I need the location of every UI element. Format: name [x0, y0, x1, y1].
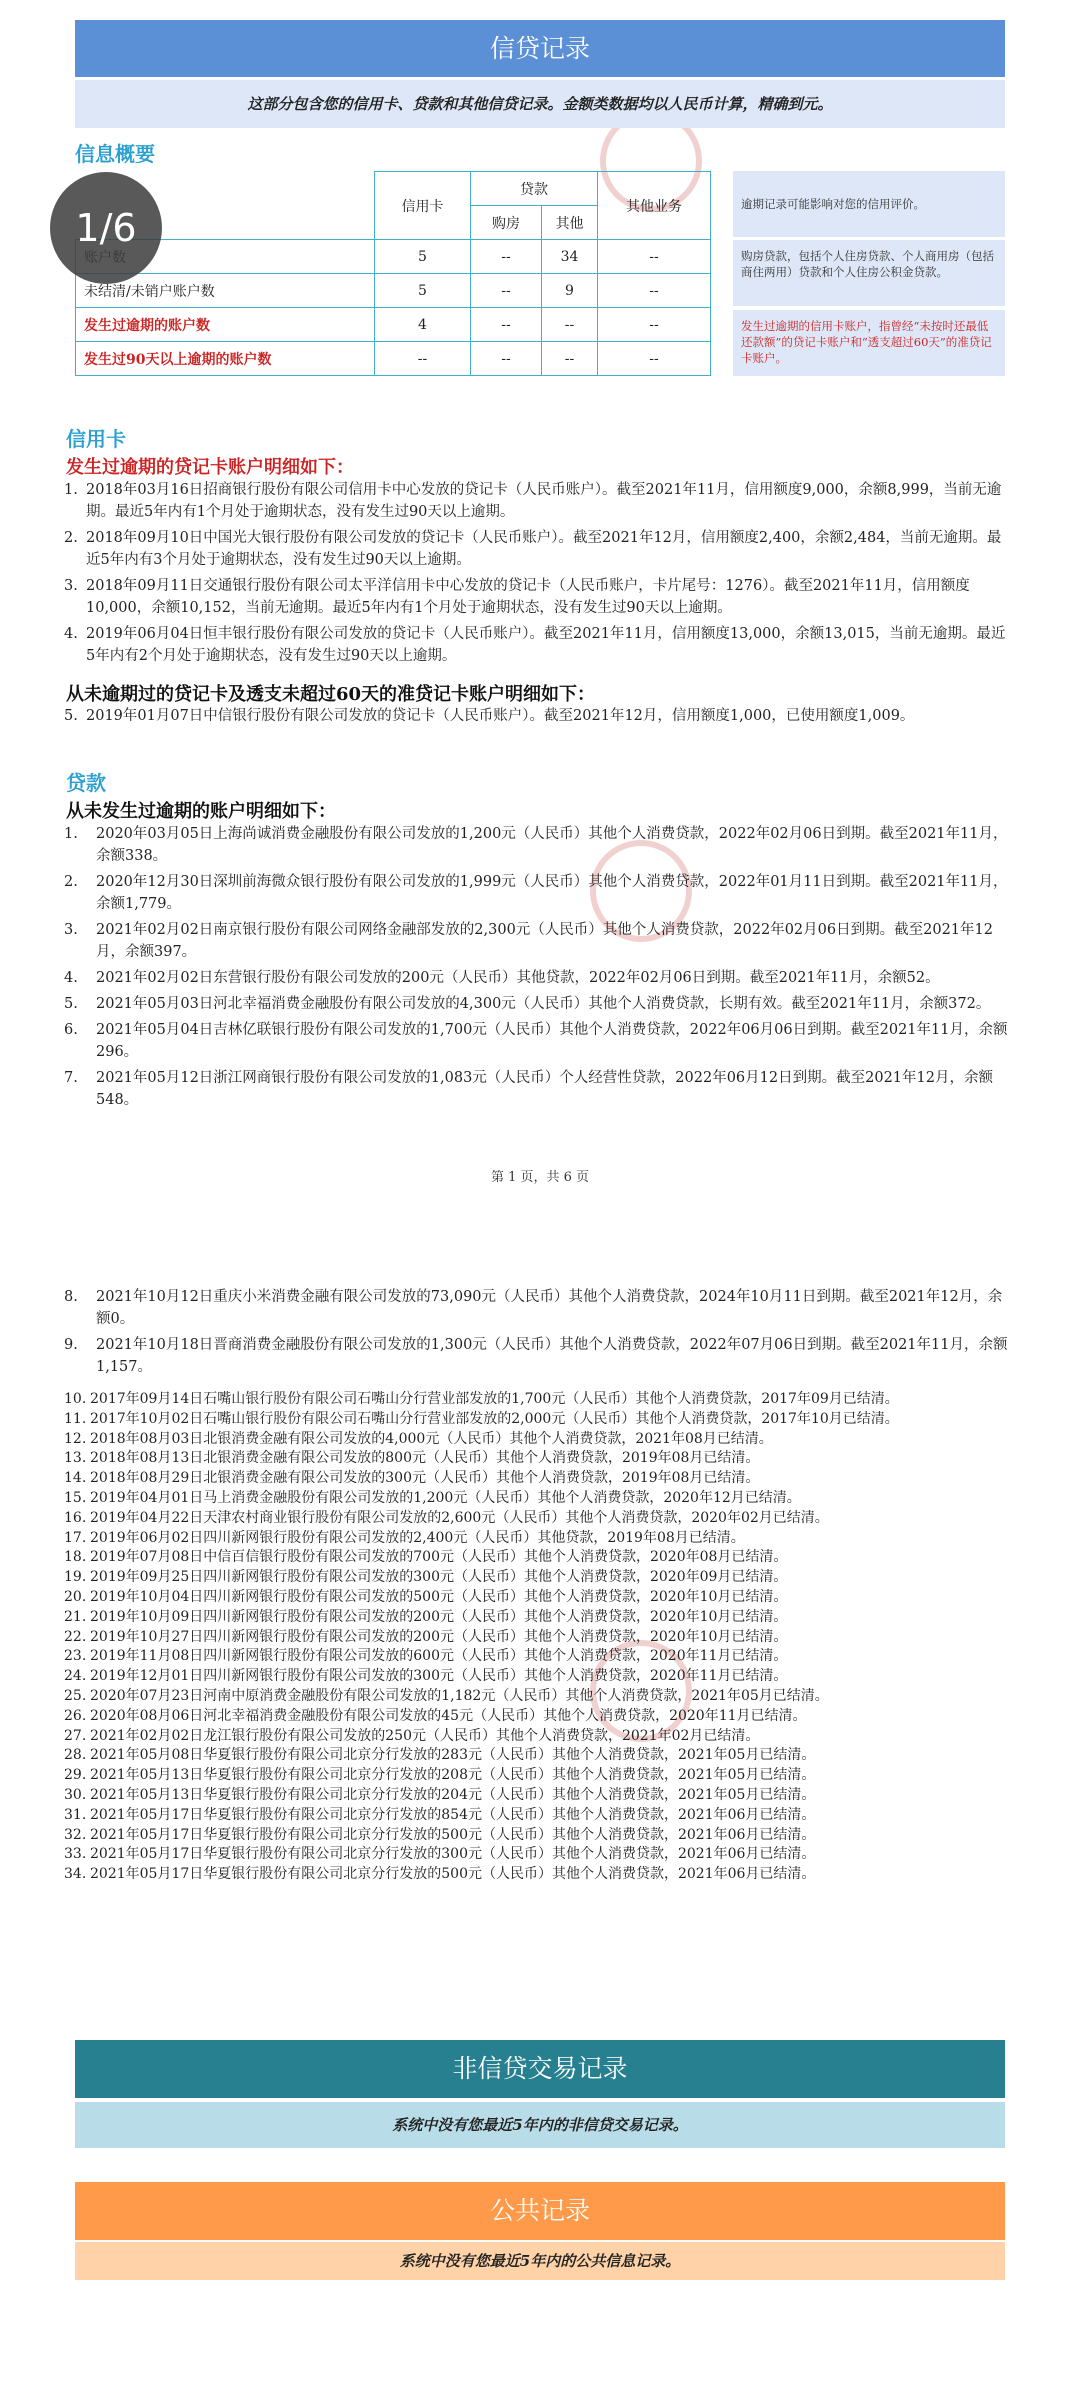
list-item: 21. 2019年10月09日四川新网银行股份有限公司发放的200元（人民币）其他个人消费贷款，2020年10月已结清。: [64, 1608, 788, 1625]
list-item: 17. 2019年06月02日四川新网银行股份有限公司发放的2,400元（人民币）其他贷款，2019年08月已结清。: [64, 1529, 745, 1546]
list-item: 13. 2018年08月13日北银消费金融有限公司发放的800元（人民币）其他个人消费贷款，2019年08月已结清。: [64, 1450, 760, 1467]
public-records-text: 系统中没有您最近5年内的公共信息记录。: [75, 2242, 1005, 2280]
list-item: 19. 2019年09月25日四川新网银行股份有限公司发放的300元（人民币）其他个人消费贷款，2020年09月已结清。: [64, 1569, 788, 1586]
list-item: 15. 2019年04月01日马上消费金融股份有限公司发放的1,200元（人民币）其他个人消费贷款，2020年12月已结清。: [64, 1489, 801, 1506]
table-row: 发生过逾期的账户数 4 -- -- --: [76, 308, 711, 342]
list-item: 1. 2020年03月05日上海尚诚消费金融股份有限公司发放的1,200元（人民币）其他个人消费贷款，2022年02月06日到期。截至2021年11月，余额338。: [64, 826, 1008, 864]
list-item: 31. 2021年05月17日华夏银行股份有限公司北京分行发放的854元（人民币）其他个人消费贷款，2021年06月已结清。: [64, 1806, 816, 1823]
summary-heading: 信息概要: [75, 142, 155, 166]
list-item: 22. 2019年10月27日四川新网银行股份有限公司发放的200元（人民币）其他个人消费贷款，2020年10月已结清。: [64, 1628, 788, 1645]
list-item: 12. 2018年08月03日北银消费金融有限公司发放的4,000元（人民币）其他个人消费贷款，2021年08月已结清。: [64, 1430, 773, 1447]
list-item: 16. 2019年04月22日天津农村商业银行股份有限公司发放的2,600元（人民币）其他个人消费贷款，2020年02月已结清。: [64, 1509, 829, 1526]
summary-note-credit-card: 发生过逾期的信用卡账户，指曾经“未按时还最低还款额”的贷记卡账户和“透支超过60天”的准贷记卡账户。: [733, 310, 1005, 376]
list-item: 27. 2021年02月02日龙江银行股份有限公司发放的250元（人民币）其他个人消费贷款，2021年02月已结清。: [64, 1727, 760, 1744]
list-item: 3. 2021年02月02日南京银行股份有限公司网络金融部发放的2,300元（人民币）其他个人消费贷款，2022年02月06日到期。截至2021年12月，余额397。: [64, 922, 993, 960]
table-row: 5 -- 34 --: [76, 240, 711, 274]
row-label: 未结清/未销户账户数: [76, 274, 375, 308]
never-overdue-card-list: [64, 705, 1014, 727]
col-other-business: 其他业务: [598, 172, 711, 240]
list-item: 28. 2021年05月08日华夏银行股份有限公司北京分行发放的283元（人民币）其他个人消费贷款，2021年05月已结清。: [64, 1747, 816, 1764]
list-item: 30. 2021年05月13日华夏银行股份有限公司北京分行发放的204元（人民币）其他个人消费贷款，2021年05月已结清。: [64, 1786, 816, 1803]
list-item: 11. 2017年10月02日石嘴山银行股份有限公司石嘴山分行营业部发放的2,000元（人民币）其他个人消费贷款，2017年10月已结清。: [64, 1410, 899, 1427]
list-item: 26. 2020年08月06日河北幸福消费金融股份有限公司发放的45元（人民币）其他个人消费贷款，2020年11月已结清。: [64, 1707, 807, 1724]
col-housing: 购房: [471, 206, 542, 240]
loan-list-page1: [64, 823, 1014, 1115]
non-credit-banner: 非信贷交易记录: [75, 2040, 1005, 2098]
table-row: 发生过90天以上逾期的账户数 -- -- -- --: [76, 342, 711, 376]
list-item: 23. 2019年11月08日四川新网银行股份有限公司发放的600元（人民币）其他个人消费贷款，2020年11月已结清。: [64, 1648, 788, 1665]
summary-note-overdue: 逾期记录可能影响对您的信用评价。: [733, 171, 1005, 237]
list-item: 5. 2021年05月03日河北幸福消费金融股份有限公司发放的4,300元（人民币）其他个人消费贷款，长期有效。截至2021年11月，余额372。: [64, 996, 991, 1012]
summary-note-housing: 购房贷款，包括个人住房贷款、个人商用房（包括商住两用）贷款和个人住房公积金贷款。: [733, 240, 1005, 306]
list-item: 4. 2019年06月04日恒丰银行股份有限公司发放的贷记卡（人民币账户）。截至2021年11月，信用额度13,000，余额13,015，当前无逾期。最近5年内有2个月处于逾期状态，没有发生过90天以上逾期。: [64, 626, 1006, 664]
loan-list-page2: [64, 1390, 1014, 1885]
list-item: 4. 2021年02月02日东营银行股份有限公司发放的200元（人民币）其他贷款，2022年02月06日到期。截至2021年11月，余额52。: [64, 970, 940, 986]
list-item: 10. 2017年09月14日石嘴山银行股份有限公司石嘴山分行营业部发放的1,700元（人民币）其他个人消费贷款，2017年09月已结清。: [64, 1391, 899, 1407]
table-row: 未结清/未销户账户数 5 -- 9 --: [76, 274, 711, 308]
list-item: 29. 2021年05月13日华夏银行股份有限公司北京分行发放的208元（人民币）其他个人消费贷款，2021年05月已结清。: [64, 1767, 816, 1784]
row-label: 发生过90天以上逾期的账户数: [76, 342, 375, 376]
page-indicator-badge: 1/6: [50, 172, 162, 284]
overdue-card-heading: 发生过逾期的贷记卡账户明细如下：: [66, 457, 354, 478]
col-loan: 贷款: [471, 172, 598, 206]
public-records-banner: 公共记录: [75, 2182, 1005, 2240]
col-credit-card: 信用卡: [375, 172, 471, 240]
credit-records-banner: 信贷记录: [75, 20, 1005, 77]
loan-list-page2-long: [64, 1286, 1014, 1382]
list-item: 7. 2021年05月12日浙江网商银行股份有限公司发放的1,083元（人民币）个人经营性贷款，2022年06月12日到期。截至2021年12月，余额548。: [64, 1070, 993, 1108]
list-item: 5. 2019年01月07日中信银行股份有限公司发放的贷记卡（人民币账户）。截至2021年12月，信用额度1,000，已使用额度1,009。: [64, 708, 915, 724]
list-item: 14. 2018年08月29日北银消费金融有限公司发放的300元（人民币）其他个人消费贷款，2019年08月已结清。: [64, 1470, 760, 1487]
list-item: 34. 2021年05月17日华夏银行股份有限公司北京分行发放的500元（人民币）其他个人消费贷款，2021年06月已结清。: [64, 1866, 816, 1883]
credit-card-heading: 信用卡: [66, 427, 126, 451]
list-item: 6. 2021年05月04日吉林亿联银行股份有限公司发放的1,700元（人民币）其他个人消费贷款，2022年06月06日到期。截至2021年11月，余额296。: [64, 1022, 1008, 1060]
list-item: 18. 2019年07月08日中信百信银行股份有限公司发放的700元（人民币）其他个人消费贷款，2020年08月已结清。: [64, 1549, 788, 1566]
list-item: 25. 2020年07月23日河南中原消费金融股份有限公司发放的1,182元（人民币）其他个人消费贷款，2021年05月已结清。: [64, 1687, 829, 1704]
non-credit-text: 系统中没有您最近5年内的非信贷交易记录。: [75, 2102, 1005, 2148]
list-item: 3. 2018年09月11日交通银行股份有限公司太平洋信用卡中心发放的贷记卡（人民币账户，卡片尾号：1276）。截至2021年11月，信用额度10,000，余额10,152，当前无逾期。最近5年内有1个月处于逾期状态，没有发生过90天以上逾期。: [64, 578, 970, 616]
loans-heading: 贷款: [66, 771, 106, 795]
list-item: 20. 2019年10月04日四川新网银行股份有限公司发放的500元（人民币）其他个人消费贷款，2020年10月已结清。: [64, 1588, 788, 1605]
credit-records-subtitle: 这部分包含您的信用卡、贷款和其他信贷记录。金额类数据均以人民币计算，精确到元。: [75, 80, 1005, 128]
page-footer: 第 1 页，共 6 页: [490, 1170, 590, 1185]
overdue-card-list: [64, 479, 1014, 667]
summary-table: [75, 171, 711, 376]
list-item: 1. 2018年03月16日招商银行股份有限公司信用卡中心发放的贷记卡（人民币账户）。截至2021年11月，信用额度9,000，余额8,999，当前无逾期。最近5年内有1个月处于逾期状态，没有发生过90天以上逾期。: [64, 482, 1002, 520]
list-item: 2. 2018年09月10日中国光大银行股份有限公司发放的贷记卡（人民币账户）。截至2021年12月，信用额度2,400，余额2,484，当前无逾期。最近5年内有3个月处于逾期状态，没有发生过90天以上逾期。: [64, 530, 1002, 568]
col-other: 其他: [542, 206, 598, 240]
list-item: 33. 2021年05月17日华夏银行股份有限公司北京分行发放的300元（人民币）其他个人消费贷款，2021年06月已结清。: [64, 1846, 816, 1863]
row-label: 发生过逾期的账户数: [76, 308, 375, 342]
list-item: 24. 2019年12月01日四川新网银行股份有限公司发放的300元（人民币）其他个人消费贷款，2020年11月已结清。: [64, 1668, 788, 1685]
list-item: 32. 2021年05月17日华夏银行股份有限公司北京分行发放的500元（人民币）其他个人消费贷款，2021年06月已结清。: [64, 1826, 816, 1843]
list-item: 9. 2021年10月18日晋商消费金融股份有限公司发放的1,300元（人民币）其他个人消费贷款，2022年07月06日到期。截至2021年11月，余额1,157。: [64, 1337, 1008, 1375]
never-overdue-loan-heading: 从未发生过逾期的账户明细如下：: [66, 801, 336, 822]
never-overdue-card-heading: 从未逾期过的贷记卡及透支未超过60天的准贷记卡账户明细如下：: [66, 684, 596, 705]
list-item: 8. 2021年10月12日重庆小米消费金融有限公司发放的73,090元（人民币）其他个人消费贷款，2024年10月11日到期。截至2021年12月，余额0。: [64, 1289, 1003, 1327]
list-item: 2. 2020年12月30日深圳前海微众银行股份有限公司发放的1,999元（人民币）其他个人消费贷款，2022年01月11日到期。截至2021年11月，余额1,779。: [64, 874, 1008, 912]
